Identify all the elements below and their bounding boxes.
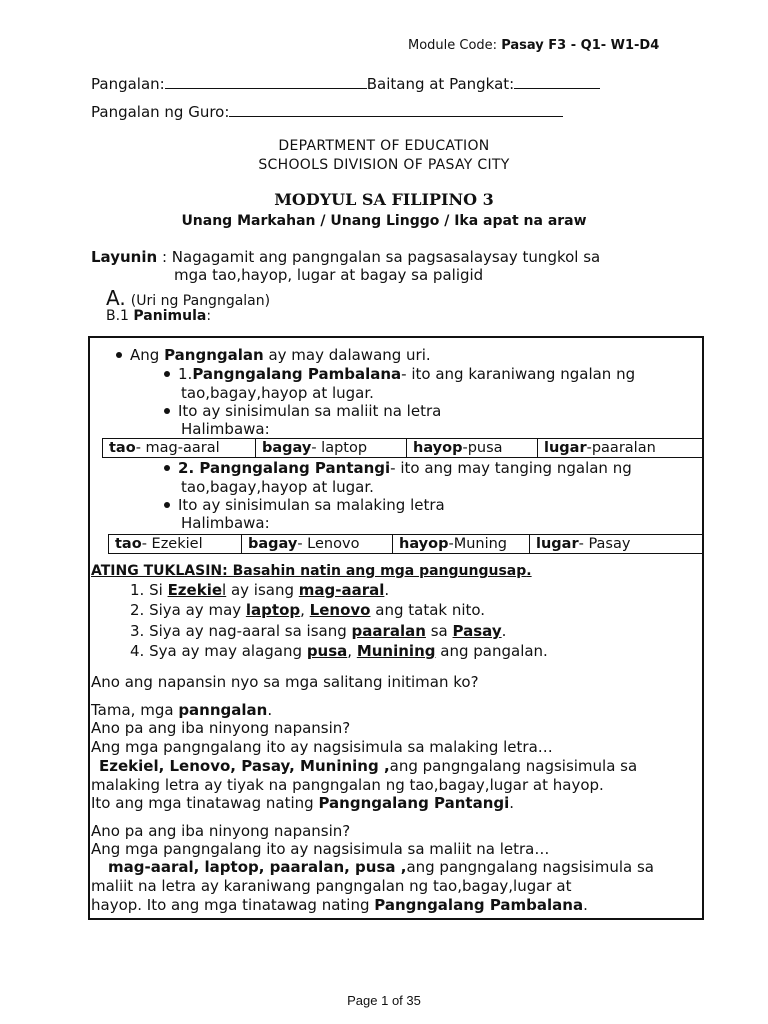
tuklasin-heading-b: : Basahin natin ang mga pangungusap — [222, 563, 527, 579]
pantangi-bold: . Pangngalang Pantangi — [188, 459, 391, 477]
noun-highlight-tail: l — [222, 581, 227, 599]
bullet-icon — [164, 465, 170, 471]
section-a-text: (Uri ng Pangngalan) — [130, 293, 271, 309]
paragraph-5-line1 — [108, 858, 654, 876]
bullet-icon — [164, 502, 170, 508]
teacher-field-row — [91, 102, 563, 121]
teacher-blank[interactable] — [229, 102, 563, 117]
cell-val: -Muning — [448, 536, 508, 552]
noun-highlight: Pasay — [452, 622, 502, 640]
cell-val: -pusa — [462, 440, 503, 456]
answer-bold: panngalan — [178, 701, 268, 719]
pantangi-num: 2 — [178, 459, 189, 477]
module-title: MODYUL SA FILIPINO 3 — [274, 190, 494, 209]
question-3: Ano pa ang iba ninyong napansin? — [91, 822, 351, 840]
sentence-num: 3. — [130, 622, 145, 640]
example-label-2: Halimbawa: — [181, 514, 270, 532]
table-cell — [256, 439, 407, 458]
cell-val: -paaralan — [586, 440, 656, 456]
paragraph-5-line3 — [91, 896, 588, 914]
name-blank[interactable] — [165, 74, 367, 89]
sentence-text: . — [384, 581, 390, 599]
cell-val: - Ezekiel — [141, 536, 203, 552]
proper-nouns-list: Ezekiel, Lenovo, Pasay, Munining , — [99, 757, 390, 775]
pantangi-line2: tao,bagay,hayop at lugar. — [181, 478, 374, 496]
sentence-3 — [130, 622, 506, 640]
cell-val: - Pasay — [578, 536, 631, 552]
pantangi-post: - ito ang may tanging ngalan ng — [390, 459, 632, 477]
table-cell — [242, 535, 393, 554]
bullet-icon — [164, 408, 170, 414]
common-nouns-list: mag-aaral, laptop, paaralan, pusa , — [108, 858, 407, 876]
question-2: Ano pa ang iba ninyong napansin? — [91, 719, 351, 737]
paragraph-text: . — [509, 794, 515, 812]
table-cell — [393, 535, 530, 554]
division-heading: SCHOOLS DIVISION OF PASAY CITY — [258, 157, 510, 173]
question-1: Ano ang napansin nyo sa mga salitang initiman ko? — [91, 673, 479, 691]
sentence-4 — [130, 642, 548, 660]
paragraph-3-line2: malaking letra ay tiyak na pangngalan ng tao,bagay,lugar at hayop. — [91, 776, 604, 794]
bullet-icon — [164, 371, 170, 377]
pambalana-post: - ito ang karaniwang ngalan ng — [401, 365, 636, 383]
paragraph-3-line1 — [99, 757, 637, 775]
sentence-text: Si — [149, 581, 168, 599]
bullet-pantangi-rule — [164, 496, 445, 514]
section-b1-colon: : — [206, 308, 212, 324]
cell-val: - Lenovo — [297, 536, 360, 552]
dept-heading: DEPARTMENT OF EDUCATION — [278, 138, 490, 154]
sentence-1 — [130, 581, 389, 599]
paragraph-3-line3 — [91, 794, 514, 812]
objective-text-1: Nagagamit ang pangngalan sa pagsasalaysay tungkol sa — [171, 248, 601, 266]
grade-blank[interactable] — [514, 74, 600, 89]
noun-highlight: pusa — [306, 642, 348, 660]
bullet-pambalana-rule — [164, 402, 441, 420]
tuklasin-heading — [91, 563, 532, 579]
bullet-pambalana — [164, 365, 635, 383]
cell-key: bagay — [262, 440, 312, 456]
noun-highlight: Munining — [356, 642, 436, 660]
sentence-text: Sya ay may alagang — [149, 642, 307, 660]
bullet-pantangi — [164, 459, 632, 477]
intro-post: ay may dalawang uri. — [263, 346, 431, 364]
intro-bold: Pangngalan — [164, 346, 264, 364]
sentence-text: , — [347, 642, 357, 660]
cell-val: - laptop — [311, 440, 368, 456]
paragraph-4: Ang mga pangngalang ito ay nagsisimula sa maliit na letra… — [91, 840, 550, 858]
sentence-text: sa — [425, 622, 453, 640]
paragraph-5-line2: maliit na letra ay karaniwang pangngalan ng tao,bagay,lugar at — [91, 877, 572, 895]
cell-key: tao — [109, 440, 136, 456]
section-b1-prefix: B.1 — [106, 308, 134, 324]
module-code-value: Pasay F3 - Q1- W1-D4 — [501, 38, 660, 53]
paragraph-text: ang pangngalang nagsisimula sa — [406, 858, 654, 876]
bullet-icon — [116, 352, 122, 358]
paragraph-text: . — [583, 896, 588, 914]
term-pantangi: Pangngalang Pantangi — [318, 794, 510, 812]
cell-key: tao — [115, 536, 142, 552]
pambalana-num: 1. — [178, 365, 193, 383]
cell-key: hayop — [399, 536, 449, 552]
section-a-letter: A. — [106, 286, 126, 310]
table-row — [103, 439, 704, 458]
module-code-label: Module Code: — [408, 38, 502, 53]
answer-text: . — [267, 701, 273, 719]
noun-highlight: paaralan — [351, 622, 426, 640]
table-cell — [407, 439, 538, 458]
term-pambalana: Pangngalang Pambalana — [374, 896, 584, 914]
example-label-1: Halimbawa: — [181, 420, 270, 438]
pantangi-example-table — [108, 534, 704, 554]
table-cell — [109, 535, 242, 554]
table-cell — [103, 439, 256, 458]
cell-key: hayop — [413, 440, 463, 456]
sentence-num: 2. — [130, 601, 145, 619]
pambalana-bold: Pangngalang Pambalana — [192, 365, 402, 383]
answer-text: Tama, mga — [91, 701, 179, 719]
objective-line-2: mga tao,hayop, lugar at bagay sa paligid — [174, 266, 484, 284]
sentence-text: ay isang — [226, 581, 299, 599]
cell-key: lugar — [544, 440, 587, 456]
name-label: Pangalan: — [91, 75, 165, 93]
pambalana-example-table — [102, 438, 704, 458]
noun-highlight: Lenovo — [309, 601, 371, 619]
pambalana-line2: tao,bagay,hayop at lugar. — [181, 384, 374, 402]
table-cell — [530, 535, 704, 554]
paragraph-text: Ito ang mga tinatawag nating — [91, 794, 319, 812]
noun-highlight: mag-aaral — [298, 581, 385, 599]
module-code — [408, 38, 659, 53]
table-cell — [538, 439, 704, 458]
sentence-num: 4. — [130, 642, 145, 660]
sentence-text: ang tatak nito. — [370, 601, 486, 619]
cell-key: lugar — [536, 536, 579, 552]
cell-val: - mag-aaral — [135, 440, 220, 456]
sentence-text: Siya ay nag-aaral sa isang — [149, 622, 352, 640]
objective-sep: : — [157, 248, 172, 266]
noun-highlight: laptop — [245, 601, 301, 619]
paragraph-text: ang pangngalang nagsisimula sa — [389, 757, 638, 775]
sentence-2 — [130, 601, 485, 619]
teacher-label: Pangalan ng Guro: — [91, 103, 230, 121]
sentence-text: ang pangalan. — [435, 642, 548, 660]
sentence-text: . — [501, 622, 507, 640]
module-subtitle: Unang Markahan / Unang Linggo / Ika apat na araw — [181, 213, 587, 229]
tuklasin-heading-dot: . — [526, 563, 532, 579]
sentence-num: 1. — [130, 581, 145, 599]
section-b1 — [106, 308, 211, 324]
tuklasin-heading-a: ATING TUKLASIN — [91, 563, 223, 579]
sentence-text: , — [300, 601, 310, 619]
section-b1-label: Panimula — [133, 308, 207, 324]
paragraph-text: hayop. Ito ang mga tinatawag nating — [91, 896, 375, 914]
answer-1 — [91, 701, 272, 719]
intro-pre: Ang — [130, 346, 165, 364]
pantangi-rule: Ito ay sinisimulan sa malaking letra — [178, 496, 445, 514]
sentence-text: Siya ay may — [149, 601, 246, 619]
objective-line-1 — [91, 248, 600, 266]
page-number: Page 1 of 35 — [347, 993, 421, 1008]
bullet-intro — [116, 346, 431, 364]
noun-highlight: Ezekie — [167, 581, 223, 599]
table-row — [109, 535, 704, 554]
objective-label: Layunin — [91, 248, 158, 266]
section-a — [106, 286, 270, 310]
cell-key: bagay — [248, 536, 298, 552]
grade-label: Baitang at Pangkat: — [366, 75, 515, 93]
paragraph-2: Ang mga pangngalang ito ay nagsisimula sa malaking letra… — [91, 738, 553, 756]
pambalana-rule: Ito ay sinisimulan sa maliit na letra — [178, 402, 442, 420]
name-field-row — [91, 74, 600, 93]
